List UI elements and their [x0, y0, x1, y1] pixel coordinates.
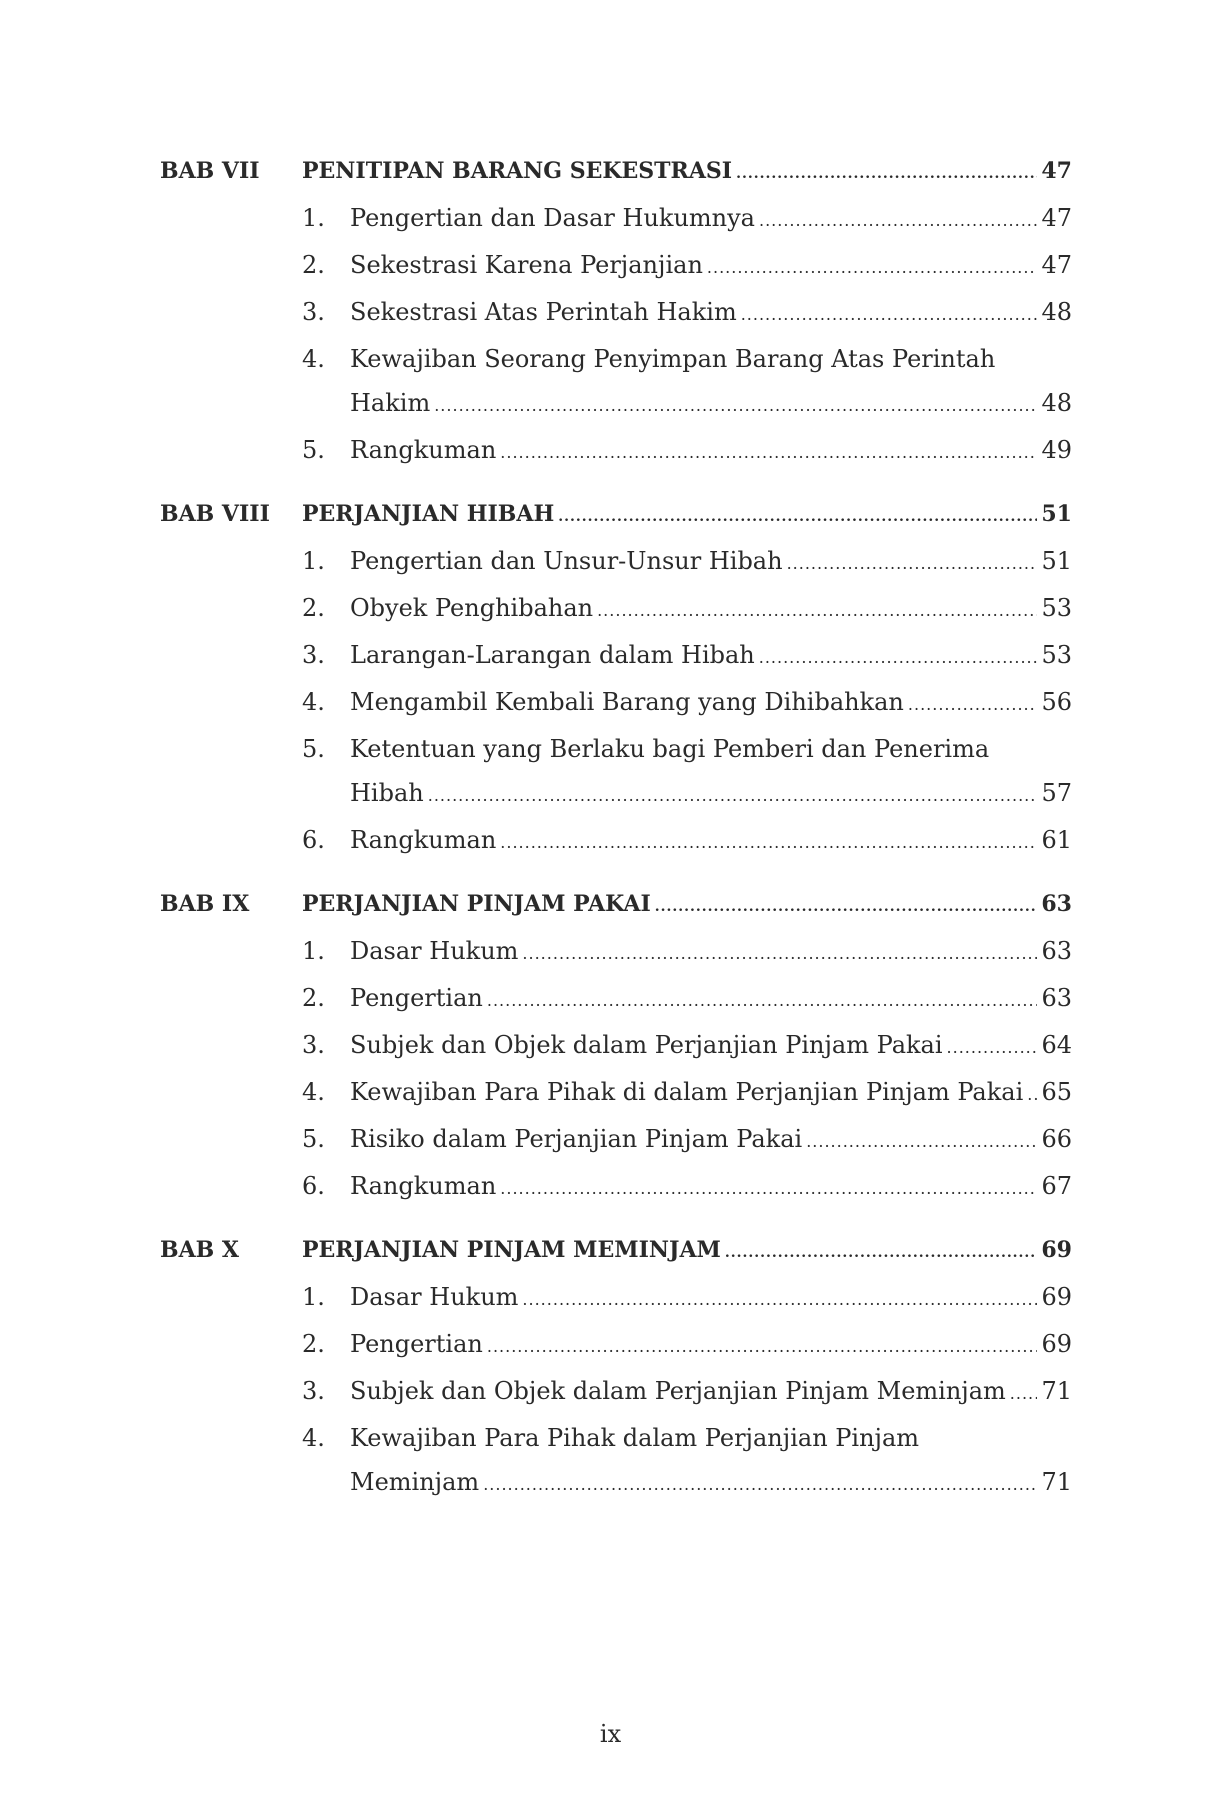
item-page: 53 [1041, 594, 1072, 622]
item-title: Larangan-Larangan dalam Hibah [350, 641, 755, 669]
item-number: 4. [302, 345, 325, 373]
item-title: Subjek dan Objek dalam Perjanjian Pinjam Pakai [350, 1031, 943, 1059]
toc-item[interactable] [160, 633, 1072, 680]
item-number: 3. [302, 298, 325, 326]
item-title: Mengambil Kembali Barang yang Dihibahkan [350, 688, 904, 716]
dot-leader [806, 1120, 1037, 1164]
item-number: 1. [302, 547, 325, 575]
item-page: 47 [1041, 251, 1072, 279]
item-title: Rangkuman [350, 436, 497, 464]
dot-leader [500, 1167, 1037, 1211]
toc-item[interactable] [160, 586, 1072, 633]
item-title: Rangkuman [350, 826, 497, 854]
toc-chapter [160, 891, 1072, 1211]
item-page: 65 [1041, 1078, 1072, 1106]
dot-leader [947, 1026, 1038, 1070]
chapter-label: BAB VII [160, 158, 260, 184]
chapter-title: PERJANJIAN PINJAM MEMINJAM [302, 1237, 721, 1263]
toc-item[interactable] [160, 1117, 1072, 1164]
item-number: 4. [302, 1078, 325, 1106]
item-page: 69 [1041, 1330, 1072, 1358]
toc-item[interactable] [160, 1023, 1072, 1070]
dot-leader [759, 636, 1038, 680]
item-page: 48 [1041, 389, 1072, 417]
item-page: 51 [1041, 547, 1072, 575]
dot-leader [483, 1463, 1037, 1507]
toc-item[interactable] [160, 680, 1072, 727]
dot-leader [500, 821, 1037, 865]
toc-item[interactable] [160, 1070, 1072, 1117]
item-number: 5. [302, 436, 325, 464]
dot-leader [428, 774, 1038, 818]
chapter-heading[interactable] [160, 1237, 1072, 1275]
item-number: 3. [302, 641, 325, 669]
toc-item[interactable] [160, 976, 1072, 1023]
dot-leader [787, 542, 1038, 586]
item-number: 5. [302, 735, 325, 763]
item-title-continuation: Meminjam [350, 1468, 480, 1496]
dot-leader [1027, 1073, 1037, 1117]
chapter-page: 63 [1041, 891, 1072, 917]
item-page: 53 [1041, 641, 1072, 669]
dot-leader [487, 979, 1038, 1023]
toc-item[interactable] [160, 1369, 1072, 1416]
dot-leader [1010, 1372, 1038, 1416]
item-page: 71 [1041, 1468, 1072, 1496]
item-title: Risiko dalam Perjanjian Pinjam Pakai [350, 1125, 803, 1153]
toc-item[interactable] [160, 1416, 1072, 1507]
dot-leader [736, 166, 1037, 182]
table-of-contents [160, 158, 1072, 1533]
item-page: 57 [1041, 779, 1072, 807]
toc-item[interactable] [160, 1322, 1072, 1369]
item-number: 1. [302, 937, 325, 965]
chapter-label: BAB IX [160, 891, 250, 917]
item-title: Rangkuman [350, 1172, 497, 1200]
chapter-heading[interactable] [160, 501, 1072, 539]
dot-leader [597, 589, 1037, 633]
item-number: 4. [302, 688, 325, 716]
item-number: 1. [302, 1283, 325, 1311]
item-page: 61 [1041, 826, 1072, 854]
item-page: 63 [1041, 937, 1072, 965]
dot-leader [487, 1325, 1038, 1369]
item-number: 2. [302, 1330, 325, 1358]
item-title: Pengertian dan Unsur-Unsur Hibah [350, 547, 783, 575]
item-title: Kewajiban Para Pihak dalam Perjanjian Pinjam [350, 1424, 920, 1452]
chapter-label: BAB X [160, 1237, 239, 1263]
chapter-title: PENITIPAN BARANG SEKESTRASI [302, 158, 733, 184]
toc-chapter [160, 501, 1072, 865]
chapter-page: 69 [1041, 1237, 1072, 1263]
item-number: 3. [302, 1377, 325, 1405]
item-title: Sekestrasi Karena Perjanjian [350, 251, 703, 279]
dot-leader [741, 293, 1038, 337]
toc-item[interactable] [160, 818, 1072, 865]
item-page: 66 [1041, 1125, 1072, 1153]
chapter-heading[interactable] [160, 158, 1072, 196]
toc-item[interactable] [160, 290, 1072, 337]
chapter-page: 47 [1041, 158, 1072, 184]
item-title: Pengertian dan Dasar Hukumnya [350, 204, 755, 232]
toc-item[interactable] [160, 337, 1072, 428]
dot-leader [522, 1278, 1037, 1322]
item-page: 69 [1041, 1283, 1072, 1311]
item-page: 47 [1041, 204, 1072, 232]
item-title: Dasar Hukum [350, 937, 519, 965]
item-number: 3. [302, 1031, 325, 1059]
dot-leader [725, 1245, 1038, 1261]
item-title: Pengertian [350, 984, 483, 1012]
item-number: 2. [302, 984, 325, 1012]
dot-leader [558, 509, 1037, 525]
toc-chapter [160, 1237, 1072, 1507]
item-title: Pengertian [350, 1330, 483, 1358]
dot-leader [500, 431, 1037, 475]
item-page: 48 [1041, 298, 1072, 326]
chapter-page: 51 [1041, 501, 1072, 527]
toc-item[interactable] [160, 196, 1072, 243]
toc-item[interactable] [160, 428, 1072, 475]
item-title: Subjek dan Objek dalam Perjanjian Pinjam Meminjam [350, 1377, 1006, 1405]
item-title: Kewajiban Para Pihak di dalam Perjanjian Pinjam Pakai [350, 1078, 1024, 1106]
page-number: ix [599, 1720, 622, 1748]
item-page: 63 [1041, 984, 1072, 1012]
item-page: 71 [1041, 1377, 1072, 1405]
dot-leader [908, 683, 1038, 727]
item-page: 49 [1041, 436, 1072, 464]
dot-leader [522, 932, 1037, 976]
item-title: Kewajiban Seorang Penyimpan Barang Atas Perintah [350, 345, 996, 373]
item-title: Ketentuan yang Berlaku bagi Pemberi dan Penerima [350, 735, 990, 763]
toc-item[interactable] [160, 727, 1072, 818]
dot-leader [707, 246, 1038, 290]
chapter-label: BAB VIII [160, 501, 270, 527]
chapter-heading[interactable] [160, 891, 1072, 929]
item-title-continuation: Hibah [350, 779, 424, 807]
dot-leader [759, 199, 1037, 243]
item-title: Sekestrasi Atas Perintah Hakim [350, 298, 737, 326]
item-page: 56 [1041, 688, 1072, 716]
item-number: 6. [302, 826, 325, 854]
toc-item[interactable] [160, 929, 1072, 976]
item-page: 64 [1041, 1031, 1072, 1059]
chapter-title: PERJANJIAN HIBAH [302, 501, 555, 527]
item-title: Dasar Hukum [350, 1283, 519, 1311]
item-number: 2. [302, 251, 325, 279]
toc-item[interactable] [160, 243, 1072, 290]
chapter-title: PERJANJIAN PINJAM PAKAI [302, 891, 651, 917]
toc-item[interactable] [160, 1275, 1072, 1322]
toc-item[interactable] [160, 1164, 1072, 1211]
item-number: 5. [302, 1125, 325, 1153]
dot-leader [434, 384, 1037, 428]
item-number: 1. [302, 204, 325, 232]
item-page: 67 [1041, 1172, 1072, 1200]
item-number: 4. [302, 1424, 325, 1452]
toc-item[interactable] [160, 539, 1072, 586]
toc-chapter [160, 158, 1072, 475]
item-title-continuation: Hakim [350, 389, 431, 417]
item-number: 2. [302, 594, 325, 622]
item-title: Obyek Penghibahan [350, 594, 594, 622]
item-number: 6. [302, 1172, 325, 1200]
dot-leader [655, 899, 1038, 915]
